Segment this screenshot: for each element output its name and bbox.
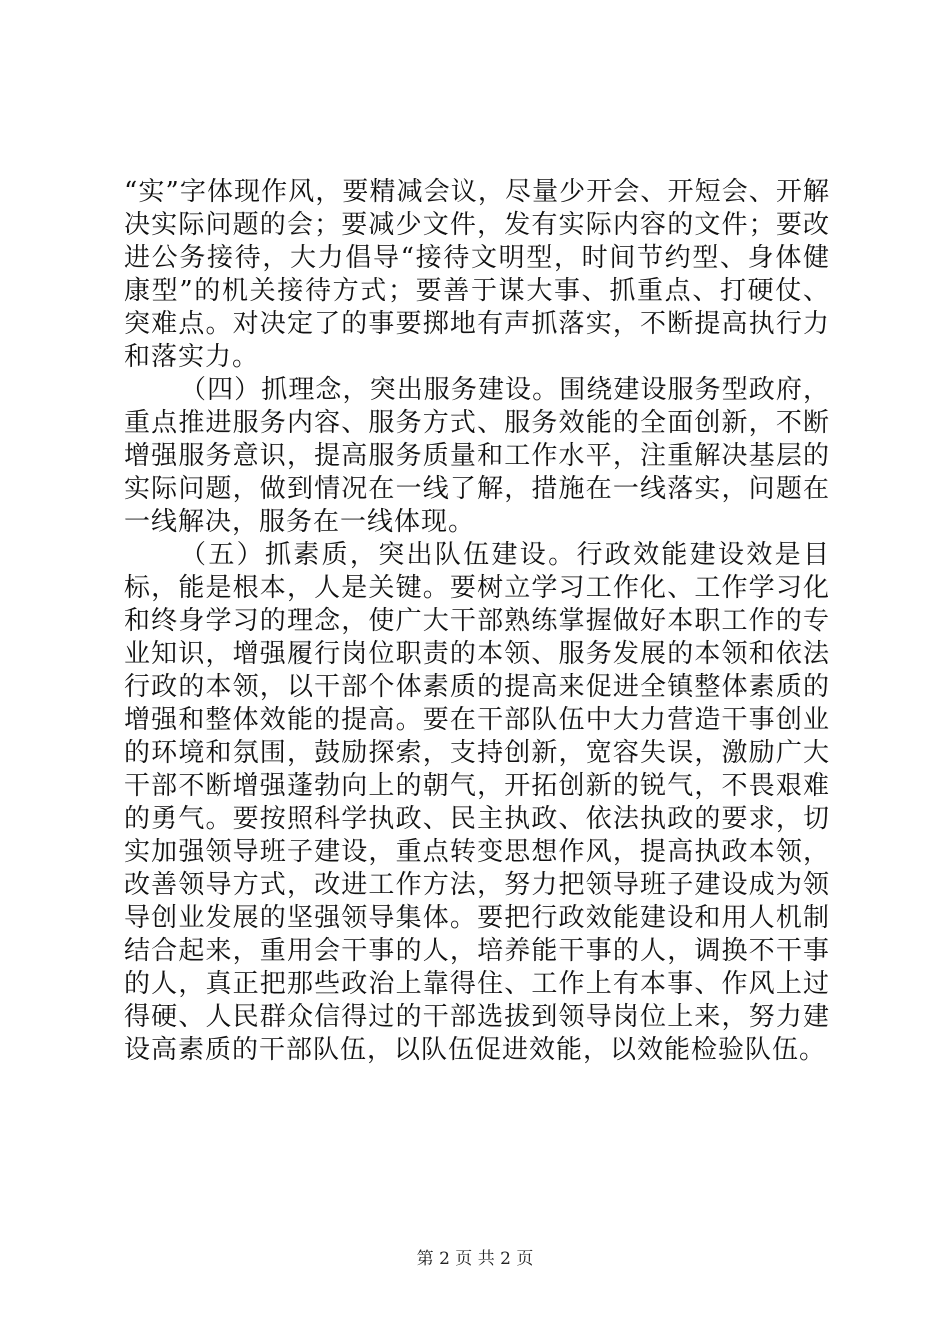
- page-number-footer: 第 2 页 共 2 页: [416, 1249, 534, 1269]
- paragraph-service-building: （四）抓理念，突出服务建设。围绕建设服务型政府，重点推进服务内容、服务方式、服务效能的全面创新，不断增强服务意识，提高服务质量和工作水平，注重解决基层的实际问题，做到情况在一线了解，措施在一线落实，问题在一线解决，服务在一线体现。: [124, 375, 830, 537]
- paragraph-team-building: （五）抓素质，突出队伍建设。行政效能建设效是目标，能是根本，人是关键。要树立学习工作化、工作学习化和终身学习的理念，使广大干部熟练掌握做好本职工作的专业知识，增强履行岗位职责的本领、服务发展的本领和依法行政的本领，以干部个体素质的提高来促进全镇整体素质的增强和整体效能的提高。要在干部队伍中大力营造干事创业的环境和氛围，鼓励探索，支持创新，宽容失误，激励广大干部不断增强蓬勃向上的朝气，开拓创新的锐气，不畏艰难的勇气。要按照科学执政、民主执政、依法执政的要求，切实加强领导班子建设，重点转变思想作风，提高执政本领，改善领导方式，改进工作方法，努力把领导班子建设成为领导创业发展的坚强领导集体。要把行政效能建设和用人机制结合起来，重用会干事的人，培养能干事的人，调换不干事的人，真正把那些政治上靠得住、工作上有本事、作风上过得硬、人民群众信得过的干部选拔到领导岗位上来，努力建设高素质的干部队伍，以队伍促进效能，以效能检验队伍。: [124, 540, 830, 1065]
- document-body: [124, 176, 830, 1067]
- paragraph-work-style: “实”字体现作风，要精减会议，尽量少开会、开短会、开解决实际问题的会；要减少文件，发有实际内容的文件；要改进公务接待，大力倡导“接待文明型，时间节约型、身体健康型”的机关接待方式；要善于谋大事、抓重点、打硬仗、突难点。对决定了的事要掷地有声抓落实，不断提高执行力和落实力。: [124, 177, 830, 372]
